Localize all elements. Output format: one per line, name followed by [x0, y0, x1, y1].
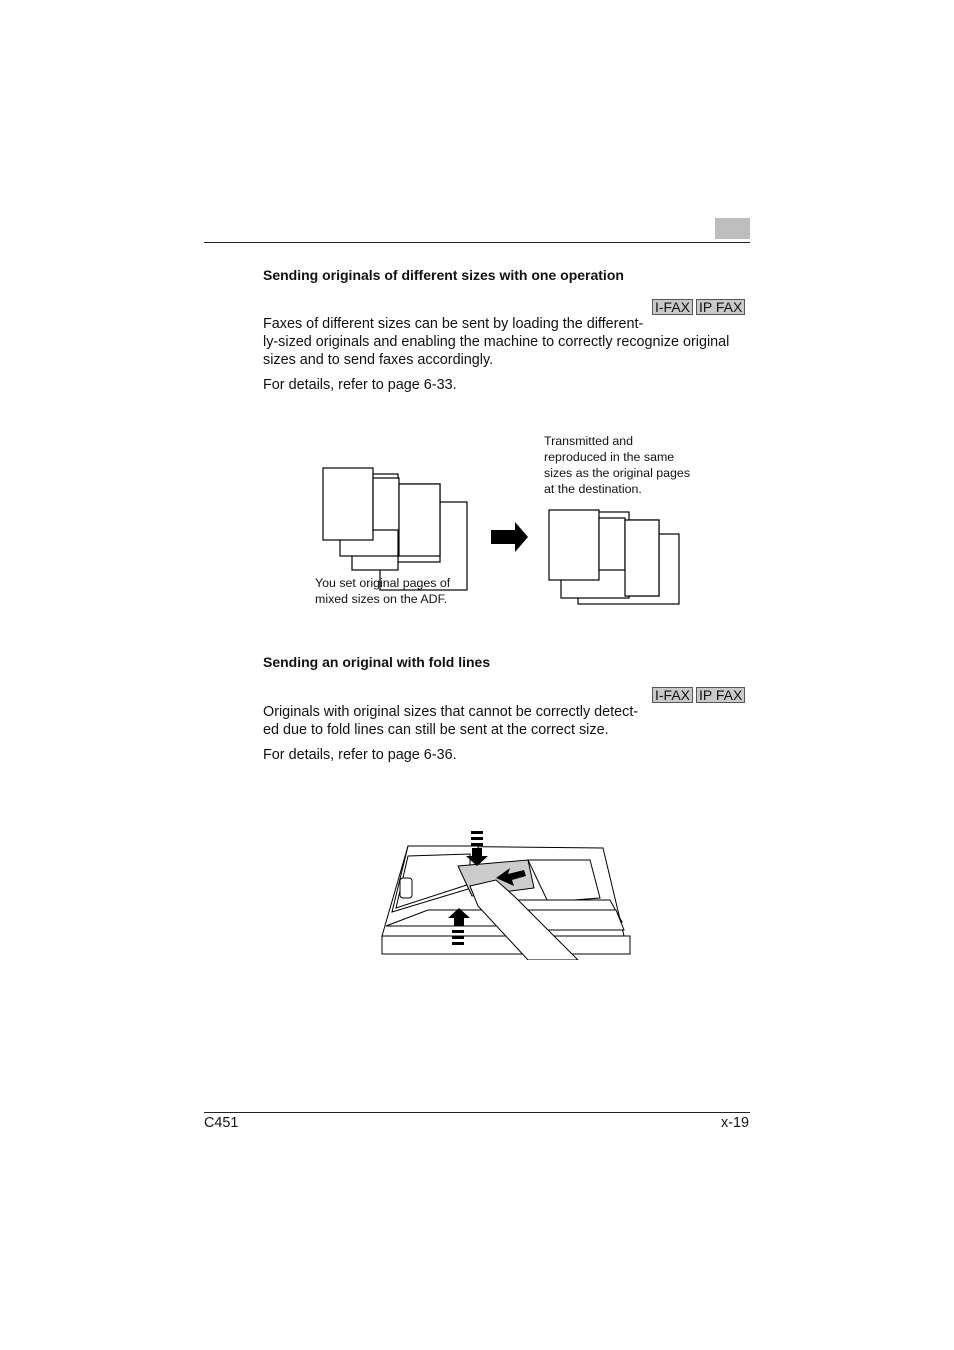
tag-i-fax: I-FAX	[652, 687, 693, 703]
section-reference: For details, refer to page 6-33.	[263, 377, 457, 393]
section-heading-mixed-sizes: Sending originals of different sizes with one operation	[263, 267, 624, 283]
tag-ip-fax: IP FAX	[696, 299, 745, 315]
right-arrow-icon	[491, 522, 528, 552]
chapter-tab-marker	[715, 218, 750, 239]
original-page-right	[399, 484, 440, 556]
function-tags	[652, 299, 745, 315]
footer-page-number: x-19	[721, 1115, 749, 1131]
scanner-base	[382, 936, 630, 954]
section-reference-2: For details, refer to page 6-36.	[263, 747, 457, 763]
footer-rule	[204, 1112, 750, 1113]
output-page-right	[625, 520, 659, 596]
tag-ip-fax: IP FAX	[696, 687, 745, 703]
section-heading-fold-lines: Sending an original with fold lines	[263, 654, 491, 670]
header-rule	[204, 242, 750, 243]
original-page-front	[323, 468, 373, 540]
original-page-mid	[373, 478, 399, 530]
caption-destination: Transmitted and reproduced in the same sizes as the original pages at the destination.	[544, 434, 691, 496]
footer-model: C451	[204, 1115, 239, 1131]
section-paragraph: Faxes of different sizes can be sent by loading the different- ly-sized originals and enabling the machine to correctly recognize original sizes and to send faxes accordingly.	[263, 316, 730, 368]
adf-fold-lines-illustration	[378, 826, 634, 960]
section-paragraph-2: Originals with original sizes that cannot be correctly detect- ed due to fold lines can still be sent at the correct size.	[263, 704, 639, 738]
output-page-mid	[599, 518, 625, 570]
function-tags-2	[652, 687, 745, 703]
adf-slot	[400, 878, 412, 898]
output-page-front	[549, 510, 599, 580]
tag-i-fax: I-FAX	[652, 299, 693, 315]
caption-source: You set original pages of mixed sizes on the ADF.	[315, 576, 451, 606]
